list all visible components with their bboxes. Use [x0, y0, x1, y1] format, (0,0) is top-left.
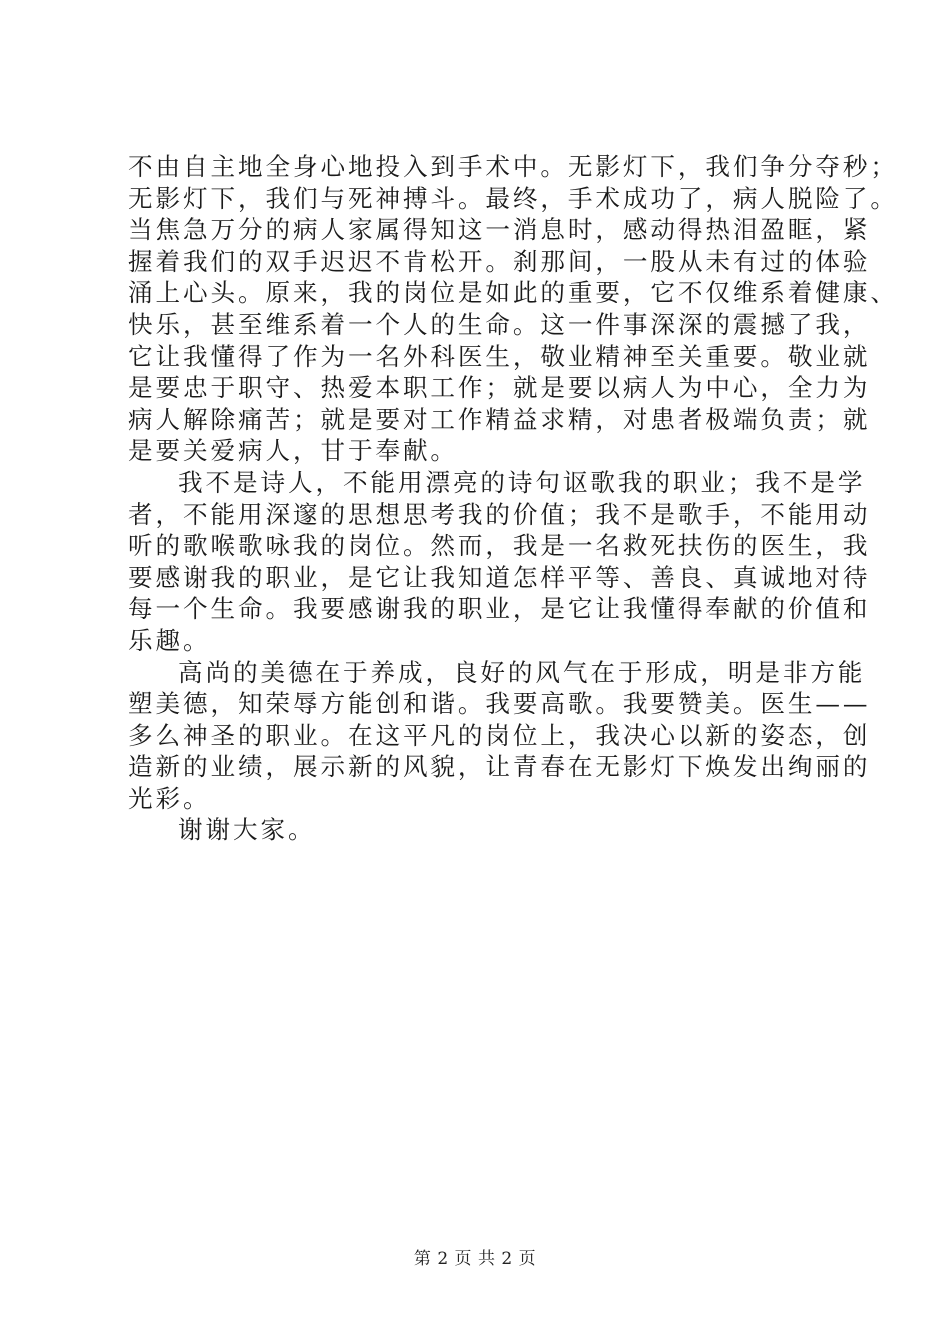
text-line: 快乐，甚至维系着一个人的生命。这一件事深深的震撼了我，: [128, 309, 871, 339]
text-line: 造新的业绩，展示新的风貌，让青春在无影灯下焕发出绚丽的: [128, 752, 871, 782]
text-line: 握着我们的双手迟迟不肯松开。刹那间，一股从未有过的体验: [128, 246, 871, 276]
document-body: [128, 151, 898, 846]
text-line: 它让我懂得了作为一名外科医生，敬业精神至关重要。敬业就: [128, 341, 871, 371]
text-line: 病人解除痛苦；就是要对工作精益求精，对患者极端负责；就: [128, 404, 871, 434]
text-line: 无影灯下，我们与死神搏斗。最终，手术成功了，病人脱险了。: [128, 183, 898, 213]
text-line: 当焦急万分的病人家属得知这一消息时，感动得热泪盈眶，紧: [128, 215, 871, 245]
text-line: 多么神圣的职业。在这平凡的岗位上，我决心以新的姿态，创: [128, 720, 871, 750]
text-line: 不由自主地全身心地投入到手术中。无影灯下，我们争分夺秒；: [128, 152, 898, 181]
text-line: 要感谢我的职业，是它让我知道怎样平等、善良、真诚地对待: [128, 562, 871, 592]
text-line: 光彩。: [128, 783, 211, 813]
text-line: 是要忠于职守、热爱本职工作；就是要以病人为中心，全力为: [128, 373, 871, 403]
text-line: 乐趣。: [128, 625, 211, 655]
text-line: 听的歌喉歌咏我的岗位。然而，我是一名救死扶伤的医生，我: [128, 531, 871, 561]
page-number-footer: 第 2 页 共 2 页: [413, 1249, 537, 1269]
text-line: 者，不能用深邃的思想思考我的价值；我不是歌手，不能用动: [128, 499, 871, 529]
text-line: 是要关爱病人，甘于奉献。: [128, 436, 458, 466]
paragraph-4: [128, 814, 848, 846]
paragraph-3: [128, 657, 871, 815]
text-line: 涌上心头。原来，我的岗位是如此的重要，它不仅维系着健康、: [128, 278, 898, 308]
text-line: 塑美德，知荣辱方能创和谐。我要高歌。我要赞美。医生——: [128, 689, 871, 719]
paragraph-2: [128, 467, 871, 657]
text-line: 谢谢大家。: [178, 815, 316, 845]
paragraph-1: [128, 151, 898, 467]
text-line: 高尚的美德在于养成，良好的风气在于形成，明是非方能: [178, 657, 866, 687]
text-line: 我不是诗人，不能用漂亮的诗句讴歌我的职业；我不是学: [178, 467, 866, 497]
text-line: 每一个生命。我要感谢我的职业，是它让我懂得奉献的价值和: [128, 594, 871, 624]
